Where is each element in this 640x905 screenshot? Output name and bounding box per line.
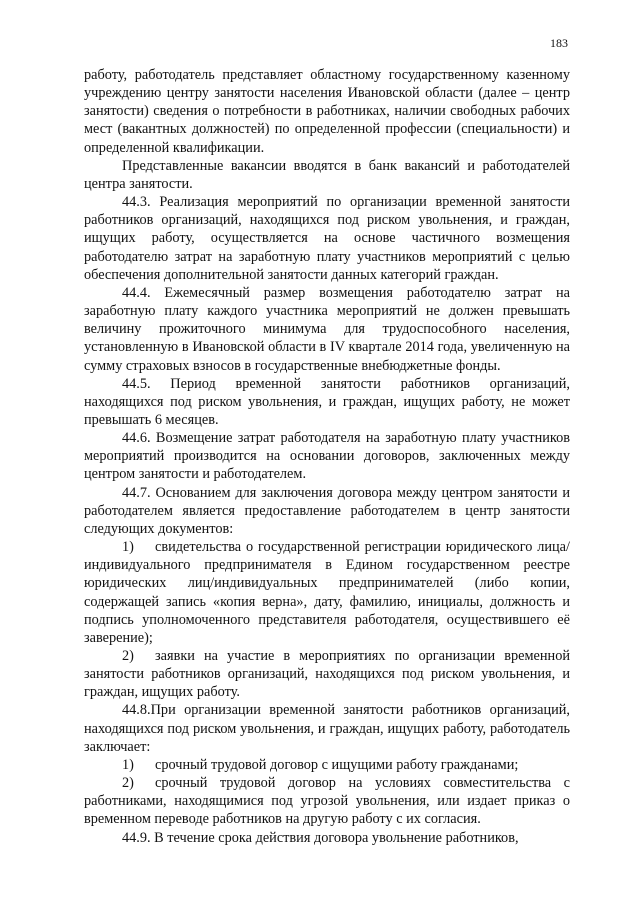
list-item-number: 2) <box>122 648 134 664</box>
list-item-number: 2) <box>122 775 134 792</box>
list-item-number: 1) <box>122 756 134 773</box>
paragraph-44-3: 44.3. Реализация мероприятий по организации временной занятости работников организаций, находящихся под риском увольнения, и граждан, ищущих работу, осуществляется на основе частичного возмещения работодателю затрат на заработную плату участников мероприятий с целью обеспечения дополнительной занятости данных категорий граждан. <box>84 194 570 283</box>
paragraph-continuation: работу, работодатель представляет областному государственному казенному учреждению центру занятости населения Ивановской области (далее – центр занятости) сведения о потребности в работниках, наличии свободных рабочих мест (вакантных должностей) по определенной профессии (специальности) и определенной квалификации. <box>84 67 570 156</box>
list-item <box>84 774 570 828</box>
paragraph-44-4: 44.4. Ежемесячный размер возмещения работодателю затрат на заработную плату каждого участника мероприятий не должен превышать величину прожиточного минимума для трудоспособного населения, установленную в Ивановской области в IV квартале 2014 года, увеличенную на сумму страховых взносов в государственные внебюджетные фонды. <box>84 284 570 374</box>
list-item-text: свидетельства о государственной регистрации юридического лица/индивидуального предпринимателя в Едином государственном реестре юридических лиц/индивидуальных предпринимателей (либо копии, содержащей запись «копия верна», дату, фамилию, инициалы, должность и подпись уполномоченного представителя работодателя, осуществившего её заверение); <box>84 539 570 646</box>
page-number: 183 <box>550 36 568 50</box>
paragraph-44-6: 44.6. Возмещение затрат работодателя на заработную плату участников мероприятий производится на основании договоров, заключенных между центром занятости и работодателем. <box>84 430 570 483</box>
list-item-number: 1) <box>122 539 134 556</box>
list-item-text: срочный трудовой договор с ищущими работу гражданами; <box>155 756 519 773</box>
list-item <box>84 538 570 647</box>
list-item-text: срочный трудовой договор на условиях совместительства с работниками, находящимися под угрозой увольнения, или издает приказ о временном переводе работников на другую работу с их согласия. <box>84 775 570 828</box>
document-body <box>84 66 570 847</box>
paragraph-vacancies: Представленные вакансии вводятся в банк вакансий и работодателей центра занятости. <box>84 157 570 192</box>
list-item <box>84 647 570 701</box>
list-item <box>84 756 570 774</box>
paragraph-44-5: 44.5. Период временной занятости работников организаций, находящихся под риском увольнения, и граждан, ищущих работу, не может превышать 6 месяцев. <box>84 375 570 428</box>
paragraph-44-8: 44.8.При организации временной занятости работников организаций, находящихся под риском увольнения, и граждан, ищущих работу, работодатель заключает: <box>84 702 570 755</box>
list-item-text: заявки на участие в мероприятиях по организации временной занятости работников организаций, находящихся под риском увольнения, и граждан, ищущих работу. <box>84 648 570 701</box>
paragraph-44-7: 44.7. Основанием для заключения договора между центром занятости и работодателем является предоставление работодателем в центр занятости следующих документов: <box>84 484 570 537</box>
paragraph-44-9: 44.9. В течение срока действия договора увольнение работников, <box>122 829 519 846</box>
